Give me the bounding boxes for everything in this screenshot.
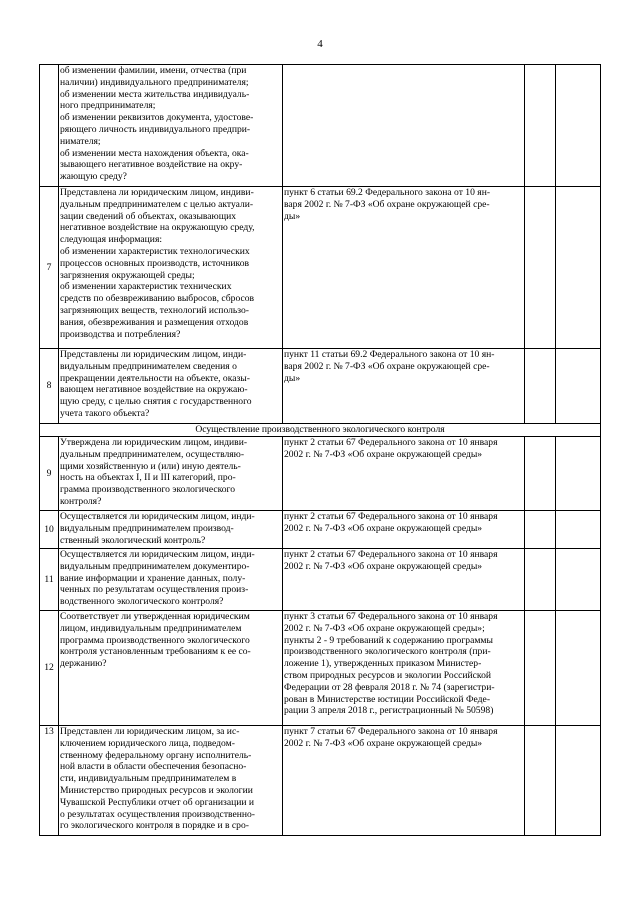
question-cell: Представлена ли юридическим лицом, индиви- дуальным предпринимателем с целью актуали- зации сведений об объектах, оказывающих негативное воздействие на окружающую среду, следующая информация: об изменении характеристик технологических процессов основных производств, источников загрязнения окружающей среды; об изменении характеристик технических средств по обезвреживанию выбросов, сбросов загрязняющих веществ, технологий использо- вания, обезвреживания и размещения отходов производства и потребления? xyxy=(59,187,283,349)
section-title: Осуществление производственного экологического контроля xyxy=(40,424,601,437)
reference-cell: пункт 7 статьи 67 Федерального закона от 10 января 2002 г. № 7-ФЗ «Об охране окружающей среды» xyxy=(283,726,525,836)
reference-cell: пункт 11 статьи 69.2 Федерального закона от 10 ян- варя 2002 г. № 7-ФЗ «Об охране окружающей сре- ды» xyxy=(283,349,525,424)
reference-cell: пункт 2 статьи 67 Федерального закона от 10 января 2002 г. № 7-ФЗ «Об охране окружающей среды» xyxy=(283,511,525,549)
table-row xyxy=(40,349,601,424)
table-row xyxy=(40,726,601,836)
answer-cell xyxy=(525,187,556,349)
row-number xyxy=(40,65,59,187)
question-cell: Представлены ли юридическим лицом, инди- видуальным предпринимателем сведения о прекращении деятельности на объекте, оказы- вающем негативное воздействие на окружаю- щую среду, с целью снятия с государственного учета такого объекта? xyxy=(59,349,283,424)
table-row xyxy=(40,437,601,511)
answer-cell xyxy=(525,65,556,187)
note-cell xyxy=(556,511,601,549)
row-number: 7 xyxy=(40,187,59,349)
reference-cell: пункт 6 статьи 69.2 Федерального закона от 10 ян- варя 2002 г. № 7-ФЗ «Об охране окружающей сре- ды» xyxy=(283,187,525,349)
page-number: 4 xyxy=(317,38,323,50)
answer-cell xyxy=(525,611,556,726)
note-cell xyxy=(556,349,601,424)
answer-cell xyxy=(525,437,556,511)
reference-cell xyxy=(283,65,525,187)
answer-cell xyxy=(525,549,556,611)
reference-cell: пункт 3 статьи 67 Федерального закона от 10 января 2002 г. № 7-ФЗ «Об охране окружающей среды»; пункты 2 - 9 требований к содержанию программы производственного экологического контроля (при- ложение 1), утвержденных приказом Министер- ством природных ресурсов и экологии Российской Федерации от 28 февраля 2018 г. № 74 (зарегистри- рован в Министерстве юстиции Российской Феде- рации 3 апреля 2018 г., регистрационный № 50598) xyxy=(283,611,525,726)
checklist-table xyxy=(39,64,601,836)
note-cell xyxy=(556,437,601,511)
row-number: 11 xyxy=(40,549,59,611)
question-cell: Представлен ли юридическим лицом, за ис- ключением юридического лица, подведом- ственному федеральному органу исполнитель- ной власти в области обеспечения безопасно- сти, индивидуальным предпринимателем в Министерство природных ресурсов и экологии Чувашской Республики отчет об организации и о результатах осуществления производственно- го экологического контроля в порядке и в сро- xyxy=(59,726,283,836)
question-cell: Утверждена ли юридическим лицом, индиви- дуальным предпринимателем, осуществляю- щими хозяйственную и (или) иную деятель- ность на объектах I, II и III категорий, про- грамма производственного экологического контроля? xyxy=(59,437,283,511)
table-row xyxy=(40,611,601,726)
reference-cell: пункт 2 статьи 67 Федерального закона от 10 января 2002 г. № 7-ФЗ «Об охране окружающей среды» xyxy=(283,549,525,611)
note-cell xyxy=(556,65,601,187)
table-row xyxy=(40,65,601,187)
table-row xyxy=(40,549,601,611)
question-cell: Осуществляется ли юридическим лицом, инди- видуальным предпринимателем производ- ственный экологический контроль? xyxy=(59,511,283,549)
section-row xyxy=(40,424,601,437)
table-row xyxy=(40,511,601,549)
table-row xyxy=(40,187,601,349)
row-number: 13 xyxy=(40,726,59,836)
answer-cell xyxy=(525,726,556,836)
answer-cell xyxy=(525,349,556,424)
row-number: 10 xyxy=(40,511,59,549)
row-number: 8 xyxy=(40,349,59,424)
question-cell: Соответствует ли утвержденная юридическим лицом, индивидуальным предпринимателем программа производственного экологического контроля установленным требованиям к ее со- держанию? xyxy=(59,611,283,726)
answer-cell xyxy=(525,511,556,549)
note-cell xyxy=(556,549,601,611)
note-cell xyxy=(556,187,601,349)
question-cell: об изменении фамилии, имени, отчества (при наличии) индивидуального предпринимателя; об изменении места жительства индивидуаль- ного предпринимателя; об изменении реквизитов документа, удостове- ряющего личность индивидуального предпри- нимателя; об изменении места нахождения объекта, ока- зывающего негативное воздействие на окру- жающую среду? xyxy=(59,65,283,187)
reference-cell: пункт 2 статьи 67 Федерального закона от 10 января 2002 г. № 7-ФЗ «Об охране окружающей среды» xyxy=(283,437,525,511)
note-cell xyxy=(556,611,601,726)
note-cell xyxy=(556,726,601,836)
question-cell: Осуществляется ли юридическим лицом, инди- видуальным предпринимателем документиро- вание информации и хранение данных, полу- ченных по результатам осуществления произ- водственного экологического контроля? xyxy=(59,549,283,611)
row-number: 12 xyxy=(40,611,59,726)
row-number: 9 xyxy=(40,437,59,511)
